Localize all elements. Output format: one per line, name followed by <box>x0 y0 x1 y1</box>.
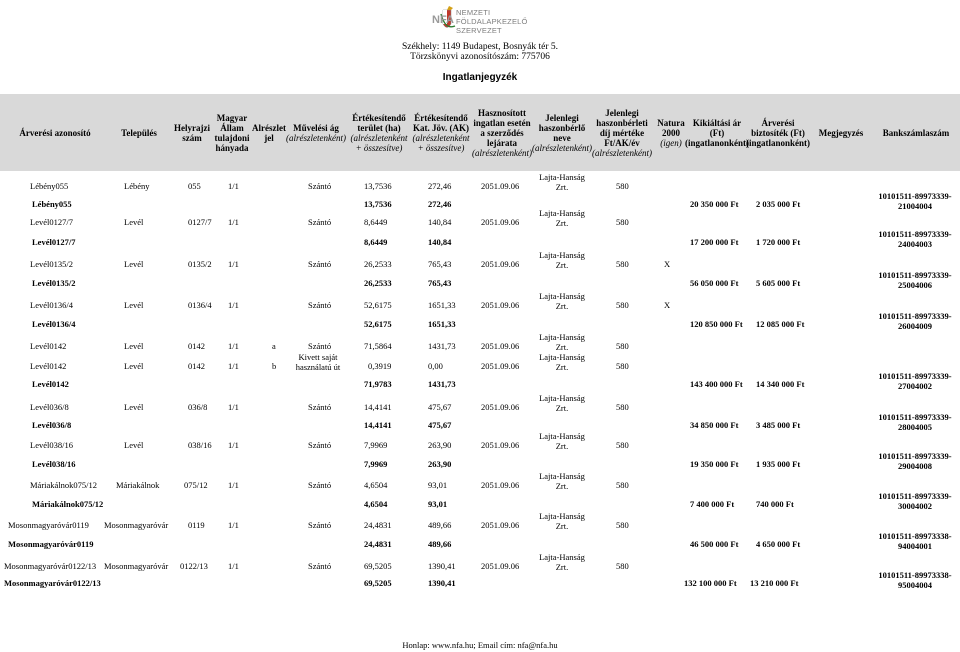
cell-cultivation: Szántó <box>308 341 332 351</box>
cell-fee: 580 <box>616 402 629 412</box>
table-row-total <box>0 412 960 438</box>
col-bank-account: Bankszámlaszám <box>882 127 950 138</box>
cell-auction-id: Máriakálnok075/12 <box>30 480 98 490</box>
cell-cultivation: Szántó <box>308 520 332 530</box>
cell-area: 69,5205 <box>364 578 392 588</box>
cell-cultivation: Szántó <box>308 561 332 571</box>
cell-area: 26,2533 <box>364 259 392 269</box>
cell-settlement: Mosonmagyaróvár <box>104 520 169 530</box>
cell-lot: 0142 <box>188 341 205 351</box>
col-cultivation: Művelési ág (alrészletenként) <box>286 122 346 143</box>
cell-bank-account: 10101511-89973339-26004009 <box>878 311 952 331</box>
cell-natura: X <box>664 300 671 310</box>
col-asking-price: Kikiáltási ár (Ft) (ingatlanonként) <box>685 117 750 148</box>
cell-share: 1/1 <box>228 181 239 191</box>
cell-ak: 93,01 <box>428 499 448 509</box>
cell-asking-price: 143 400 000 Ft <box>690 379 743 389</box>
cell-lease-end: 2051.09.06 <box>481 181 520 191</box>
col-deposit: Árverési biztosíték (Ft) (ingatlanonként) <box>746 117 811 148</box>
cell-auction-id: Levél0142 <box>32 379 69 389</box>
cell-auction-id: Mosonmagyaróvár0119 <box>8 520 89 530</box>
cell-lot: 055 <box>188 181 201 191</box>
cell-fee: 580 <box>616 217 629 227</box>
cell-ak: 765,43 <box>428 259 452 269</box>
logo-org-name: NEMZETI FÖLDALAPKEZELŐ SZERVEZET <box>456 8 528 35</box>
cell-lot: 0119 <box>188 520 205 530</box>
cell-lessee: Lajta-Hanság Zrt. <box>539 511 585 531</box>
cell-ak: 93,01 <box>428 480 448 490</box>
cell-auction-id: Levél038/16 <box>30 440 73 450</box>
cell-share: 1/1 <box>228 561 239 571</box>
cell-bank-account: 10101511-89973339-27004002 <box>878 371 952 391</box>
cell-auction-id: Levél036/8 <box>32 420 72 430</box>
table-row-total <box>0 491 960 517</box>
cell-settlement: Levél <box>124 402 144 412</box>
cell-lease-end: 2051.09.06 <box>481 217 520 227</box>
cell-share: 1/1 <box>228 259 239 269</box>
cell-auction-id: Mosonmagyaróvár0122/13 <box>4 578 101 588</box>
table-row <box>0 552 960 577</box>
col-lease-end: Hasznosított ingatlan esetén a szerződés lejárata (alrészletenként) <box>472 107 532 158</box>
cell-area: 4,6504 <box>364 499 388 509</box>
cell-lease-end: 2051.09.06 <box>481 300 520 310</box>
cell-lessee: Lajta-Hanság Zrt. <box>539 172 585 192</box>
table-row-total <box>0 270 960 296</box>
cell-lessee: Lajta-Hanság Zrt. <box>539 208 585 228</box>
table-row <box>0 332 960 357</box>
cell-settlement: Levél <box>124 300 144 310</box>
cell-bank-account: 10101511-89973339-29004008 <box>878 451 952 471</box>
cell-deposit: 5 605 000 Ft <box>756 278 801 288</box>
cell-deposit: 4 650 000 Ft <box>756 539 801 549</box>
cell-ak: 475,67 <box>428 420 452 430</box>
cell-ak: 1651,33 <box>428 300 456 310</box>
cell-area: 8,6449 <box>364 217 388 227</box>
cell-area: 52,6175 <box>364 300 392 310</box>
cell-auction-id: Levél038/16 <box>32 459 76 469</box>
cell-deposit: 12 085 000 Ft <box>756 319 805 329</box>
table-row <box>0 393 960 418</box>
cell-asking-price: 17 200 000 Ft <box>690 237 739 247</box>
cell-auction-id: Levél0142 <box>30 341 67 351</box>
cell-settlement: Levél <box>124 217 144 227</box>
col-auction-id: Árverési azonosító <box>19 127 91 138</box>
table-header <box>0 94 960 171</box>
cell-fee: 580 <box>616 480 629 490</box>
cell-ak: 263,90 <box>428 459 452 469</box>
cell-area: 7,9969 <box>364 440 388 450</box>
cell-area: 24,4831 <box>364 520 392 530</box>
cell-share: 1/1 <box>228 300 239 310</box>
cell-auction-id: Máriakálnok075/12 <box>32 499 104 509</box>
cell-lessee: Lajta-Hanság Zrt. <box>539 332 585 352</box>
cell-lease-end: 2051.09.06 <box>481 259 520 269</box>
cell-fee: 580 <box>616 361 629 371</box>
cell-fee: 580 <box>616 561 629 571</box>
cell-cultivation: Kivett saját használatú út <box>295 352 341 372</box>
cell-lot: 038/16 <box>188 440 212 450</box>
cell-settlement: Mosonmagyaróvár <box>104 561 169 571</box>
cell-lease-end: 2051.09.06 <box>481 561 520 571</box>
cell-lease-end: 2051.09.06 <box>481 440 520 450</box>
table-row <box>0 250 960 275</box>
table-row <box>0 208 960 233</box>
cell-asking-price: 20 350 000 Ft <box>690 199 739 209</box>
cell-area: 26,2533 <box>364 278 392 288</box>
cell-cultivation: Szántó <box>308 300 332 310</box>
cell-lot: 075/12 <box>184 480 208 490</box>
cell-settlement: Levél <box>124 361 144 371</box>
cell-share: 1/1 <box>228 440 239 450</box>
table-row-total <box>0 531 960 557</box>
cell-lot: 0122/13 <box>180 561 208 571</box>
cell-ak: 489,66 <box>428 520 452 530</box>
cell-deposit: 740 000 Ft <box>756 499 794 509</box>
table-row <box>0 352 960 377</box>
cell-lessee: Lajta-Hanság Zrt. <box>539 552 585 572</box>
cell-area: 24,4831 <box>364 539 392 549</box>
cell-fee: 580 <box>616 300 629 310</box>
cell-asking-price: 132 100 000 Ft <box>684 578 737 588</box>
cell-share: 1/1 <box>228 361 239 371</box>
cell-deposit: 1 720 000 Ft <box>756 237 801 247</box>
table-row-total <box>0 371 960 397</box>
cell-ak: 1651,33 <box>428 319 456 329</box>
cell-natura: X <box>664 259 671 269</box>
cell-area: 71,9783 <box>364 379 392 389</box>
cell-bank-account: 10101511-89973339-28004005 <box>878 412 952 432</box>
cell-share: 1/1 <box>228 402 239 412</box>
col-settlement: Település <box>121 127 157 138</box>
col-lessee: Jelenlegi haszonbérlő neve (alrészletenként) <box>532 112 592 153</box>
cell-cultivation: Szántó <box>308 217 332 227</box>
cell-area: 69,5205 <box>364 561 392 571</box>
cell-lot: 0135/2 <box>188 259 212 269</box>
cell-auction-id: Levél0136/4 <box>32 319 76 329</box>
cell-auction-id: Levél0127/7 <box>30 217 73 227</box>
cell-ak: 489,66 <box>428 539 452 549</box>
cell-auction-id: Levél0135/2 <box>30 259 73 269</box>
cell-cultivation: Szántó <box>308 480 332 490</box>
cell-settlement: Levél <box>124 440 144 450</box>
cell-ak: 765,43 <box>428 278 452 288</box>
cell-lease-end: 2051.09.06 <box>481 341 520 351</box>
table-row <box>0 471 960 496</box>
table-row-total <box>0 229 960 255</box>
cell-lessee: Lajta-Hanság Zrt. <box>539 291 585 311</box>
cell-share: 1/1 <box>228 217 239 227</box>
cell-deposit: 2 035 000 Ft <box>756 199 801 209</box>
cell-lease-end: 2051.09.06 <box>481 480 520 490</box>
table-row <box>0 511 960 536</box>
cell-share: 1/1 <box>228 520 239 530</box>
cell-deposit: 1 935 000 Ft <box>756 459 801 469</box>
cell-lessee: Lajta-Hanság Zrt. <box>539 250 585 270</box>
cell-lessee: Lajta-Hanság Zrt. <box>539 471 585 491</box>
cell-bank-account: 10101511-89973339-30004002 <box>878 491 952 511</box>
cell-cultivation: Szántó <box>308 259 332 269</box>
cell-settlement: Máriakálnok <box>116 480 160 490</box>
cell-area: 13,7536 <box>364 199 392 209</box>
cell-area: 7,9969 <box>364 459 388 469</box>
cell-fee: 580 <box>616 520 629 530</box>
cell-auction-id: Mosonmagyaróvár0119 <box>8 539 94 549</box>
footer-contact: Honlap: www.nfa.hu; Email cím: nfa@nfa.hu <box>402 640 558 650</box>
cell-cultivation: Szántó <box>308 402 332 412</box>
table-row-total <box>0 451 960 477</box>
cell-area: 14,4141 <box>364 420 392 430</box>
cell-ak: 1431,73 <box>428 379 456 389</box>
cell-bank-account: 10101511-89973339-21004004 <box>878 191 952 211</box>
cell-area: 13,7536 <box>364 181 392 191</box>
cell-auction-id: Levél0135/2 <box>32 278 76 288</box>
col-lease-fee: Jelenlegi haszonbérleti díj mértéke Ft/AK/év (alrészletenként) <box>592 107 652 158</box>
col-area: Értékesítendő terület (ha) (alrészletenként + összesítve) <box>350 112 408 153</box>
cell-ak: 1431,73 <box>428 341 456 351</box>
cell-lessee: Lajta-Hanság Zrt. <box>539 393 585 413</box>
cell-lease-end: 2051.09.06 <box>481 361 520 371</box>
cell-asking-price: 34 850 000 Ft <box>690 420 739 430</box>
cell-deposit: 3 485 000 Ft <box>756 420 801 430</box>
logo-nfa-text: NFA <box>432 14 454 26</box>
cell-bank-account: 10101511-89973338-94004001 <box>878 531 952 551</box>
cell-area: 52,6175 <box>364 319 392 329</box>
table-row <box>0 172 960 197</box>
cell-sub-lot: a <box>272 341 276 351</box>
address-line-1: Székhely: 1149 Budapest, Bosnyák tér 5. <box>401 42 559 52</box>
cell-area: 0,3919 <box>368 361 392 371</box>
col-sub-lot: Alrészlet jel <box>252 122 286 143</box>
cell-asking-price: 56 050 000 Ft <box>690 278 739 288</box>
cell-ak: 140,84 <box>428 237 452 247</box>
cell-asking-price: 7 400 000 Ft <box>690 499 735 509</box>
col-notes: Megjegyzés <box>818 127 864 138</box>
cell-lease-end: 2051.09.06 <box>481 520 520 530</box>
page-title: Ingatlanjegyzék <box>442 72 518 83</box>
cell-ak: 0,00 <box>428 361 443 371</box>
cell-lessee: Lajta-Hanság Zrt. <box>539 431 585 451</box>
cell-share: 1/1 <box>228 480 239 490</box>
cell-lease-end: 2051.09.06 <box>481 402 520 412</box>
cell-fee: 580 <box>616 181 629 191</box>
cell-ak: 263,90 <box>428 440 452 450</box>
cell-ak: 272,46 <box>428 199 452 209</box>
address-line-2: Törzskönyvi azonosítószám: 775706 <box>410 52 550 62</box>
col-natura: Natura 2000 (igen) <box>657 117 685 148</box>
cell-cultivation: Szántó <box>308 181 332 191</box>
cell-lot: 0142 <box>188 361 205 371</box>
cell-asking-price: 19 350 000 Ft <box>690 459 739 469</box>
cell-area: 71,5864 <box>364 341 392 351</box>
col-lot-no: Helyrajzi szám <box>174 122 210 143</box>
cell-fee: 580 <box>616 440 629 450</box>
cell-area: 4,6504 <box>364 480 388 490</box>
col-state-share: Magyar Állam tulajdoni hányada <box>214 112 250 153</box>
cell-ak: 1390,41 <box>428 561 456 571</box>
cell-ak: 272,46 <box>428 181 452 191</box>
cell-share: 1/1 <box>228 341 239 351</box>
cell-auction-id: Levél036/8 <box>30 402 69 412</box>
col-gold-crown: Értékesítendő Kat. Jöv. (AK) (alrészletenként + összesítve) <box>412 112 470 153</box>
cell-lot: 0127/7 <box>188 217 212 227</box>
cell-settlement: Lébény <box>124 181 150 191</box>
table-row <box>0 431 960 456</box>
table-row <box>0 291 960 316</box>
cell-fee: 580 <box>616 341 629 351</box>
cell-sub-lot: b <box>272 361 277 371</box>
cell-auction-id: Mosonmagyaróvár0122/13 <box>4 561 97 571</box>
cell-area: 14,4141 <box>364 402 392 412</box>
cell-cultivation: Szántó <box>308 440 332 450</box>
cell-auction-id: Levél0142 <box>30 361 67 371</box>
cell-lot: 0136/4 <box>188 300 212 310</box>
cell-bank-account: 10101511-89973339-25004006 <box>878 270 952 290</box>
table-row-total <box>0 570 960 596</box>
cell-lot: 036/8 <box>188 402 208 412</box>
cell-bank-account: 10101511-89973338-95004004 <box>878 570 952 590</box>
cell-settlement: Levél <box>124 341 144 351</box>
cell-asking-price: 46 500 000 Ft <box>690 539 739 549</box>
cell-asking-price: 120 850 000 Ft <box>690 319 743 329</box>
cell-auction-id: Levél0127/7 <box>32 237 76 247</box>
table-row-total <box>0 311 960 337</box>
cell-bank-account: 10101511-89973339-24004003 <box>878 229 952 249</box>
cell-fee: 580 <box>616 259 629 269</box>
cell-area: 8,6449 <box>364 237 388 247</box>
cell-settlement: Levél <box>124 259 144 269</box>
cell-auction-id: Lébény055 <box>30 181 69 191</box>
cell-auction-id: Levél0136/4 <box>30 300 73 310</box>
cell-auction-id: Lébény055 <box>32 199 72 209</box>
cell-deposit: 14 340 000 Ft <box>756 379 805 389</box>
cell-deposit: 13 210 000 Ft <box>750 578 799 588</box>
cell-ak: 140,84 <box>428 217 452 227</box>
cell-ak: 1390,41 <box>428 578 456 588</box>
cell-ak: 475,67 <box>428 402 452 412</box>
cell-lessee: Lajta-Hanság Zrt. <box>539 352 585 372</box>
